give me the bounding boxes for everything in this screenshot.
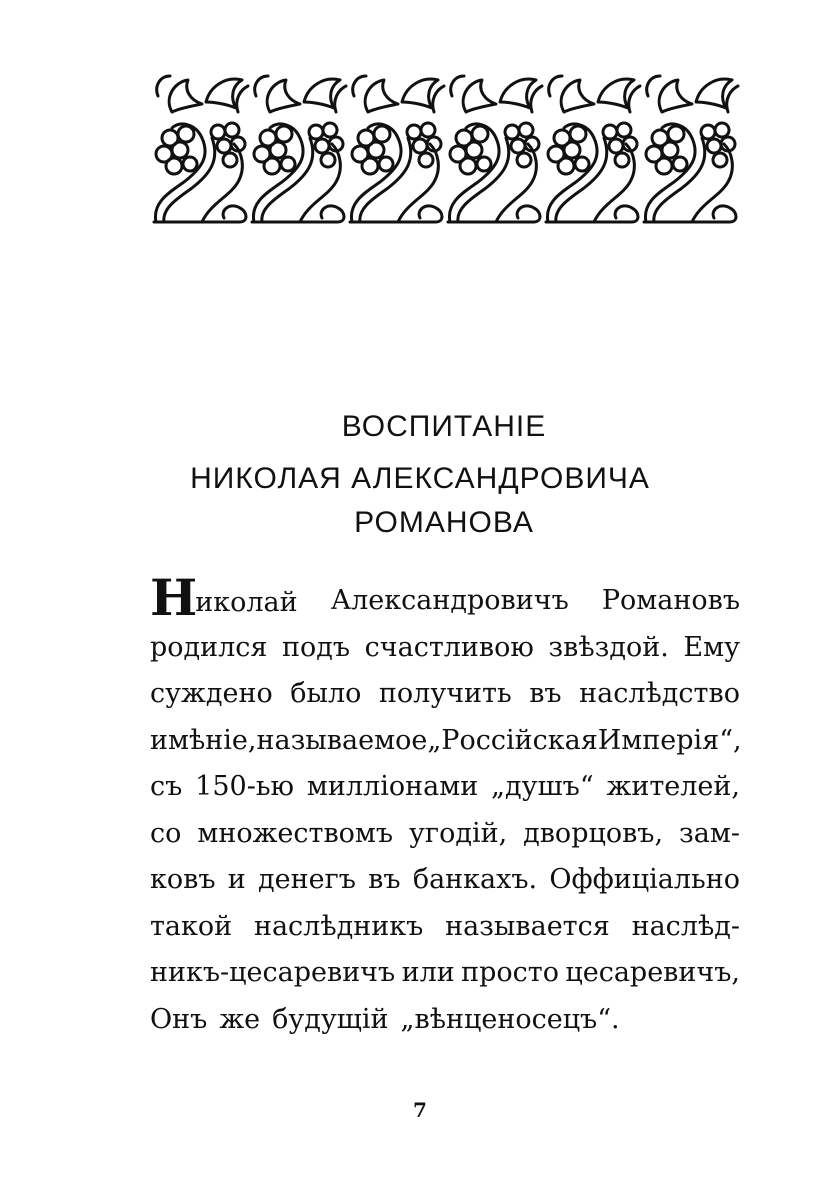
word: множествомъ [197, 817, 394, 849]
text-line [150, 950, 740, 997]
word: милліонами [306, 771, 479, 802]
word: будущій [272, 1003, 389, 1035]
text-line [150, 718, 740, 765]
word: или [401, 957, 455, 988]
word: наслѣдство [579, 678, 740, 709]
word: счастливою [364, 631, 534, 663]
word: со [150, 817, 182, 849]
word: Имперія“, [597, 724, 742, 756]
word: же [219, 1003, 261, 1035]
word: въ [529, 678, 562, 709]
word: Александровичъ [330, 585, 569, 616]
word: Оффиціально [549, 864, 740, 895]
word: банкахъ. [412, 864, 538, 895]
word: такой [150, 910, 233, 942]
word: угодій, [409, 817, 508, 849]
word: наслѣдникъ [253, 910, 424, 942]
word: имѣніе, [150, 724, 257, 756]
word: 150-ью [195, 771, 295, 802]
title-line-3: РОМАНОВА [354, 506, 534, 539]
ornament-border [150, 72, 740, 228]
word: суждено [150, 678, 273, 709]
word: просто [461, 957, 559, 988]
word: съ [150, 771, 183, 802]
text-line [150, 811, 740, 858]
word: называемое [256, 724, 428, 756]
word: звѣздой. [548, 631, 669, 663]
word: Романовъ [601, 585, 740, 616]
word: никъ-цесаревичъ [150, 957, 396, 988]
drop-cap: Н [150, 568, 196, 627]
word: зам- [679, 817, 740, 849]
word: Онъ [150, 1003, 208, 1035]
body-paragraph [150, 568, 742, 1043]
word: наслѣд- [631, 910, 740, 942]
word: Ему [683, 631, 740, 663]
page-number: 7 [413, 1098, 427, 1122]
word: денегъ [258, 864, 356, 895]
word: получить [378, 678, 512, 709]
text-line [150, 625, 740, 672]
first-word: Николай [150, 568, 298, 627]
text-line [150, 568, 740, 627]
word: въ [368, 864, 401, 895]
text-line [150, 997, 740, 1044]
word: „вѣнценосецъ“. [400, 1003, 620, 1035]
word: родился [150, 631, 268, 663]
text-line [150, 764, 740, 811]
text-line [150, 904, 740, 951]
word: ковъ [150, 864, 216, 895]
text-line [150, 857, 740, 904]
word: было [290, 678, 362, 709]
word: и [227, 864, 246, 895]
word: дворцовъ, [523, 817, 664, 849]
word: цесаревичъ, [565, 957, 740, 988]
word: подъ [282, 631, 351, 663]
title-line-2: НИКОЛАЯ АЛЕКСАНДРОВИЧА [190, 462, 650, 495]
word: жителей, [606, 771, 740, 802]
text-line [150, 671, 740, 718]
word: называется [445, 910, 610, 942]
word: „Россійская [427, 724, 598, 756]
word: „душъ“ [491, 771, 594, 802]
title-line-1: ВОСПИТАНІЕ [341, 410, 547, 443]
